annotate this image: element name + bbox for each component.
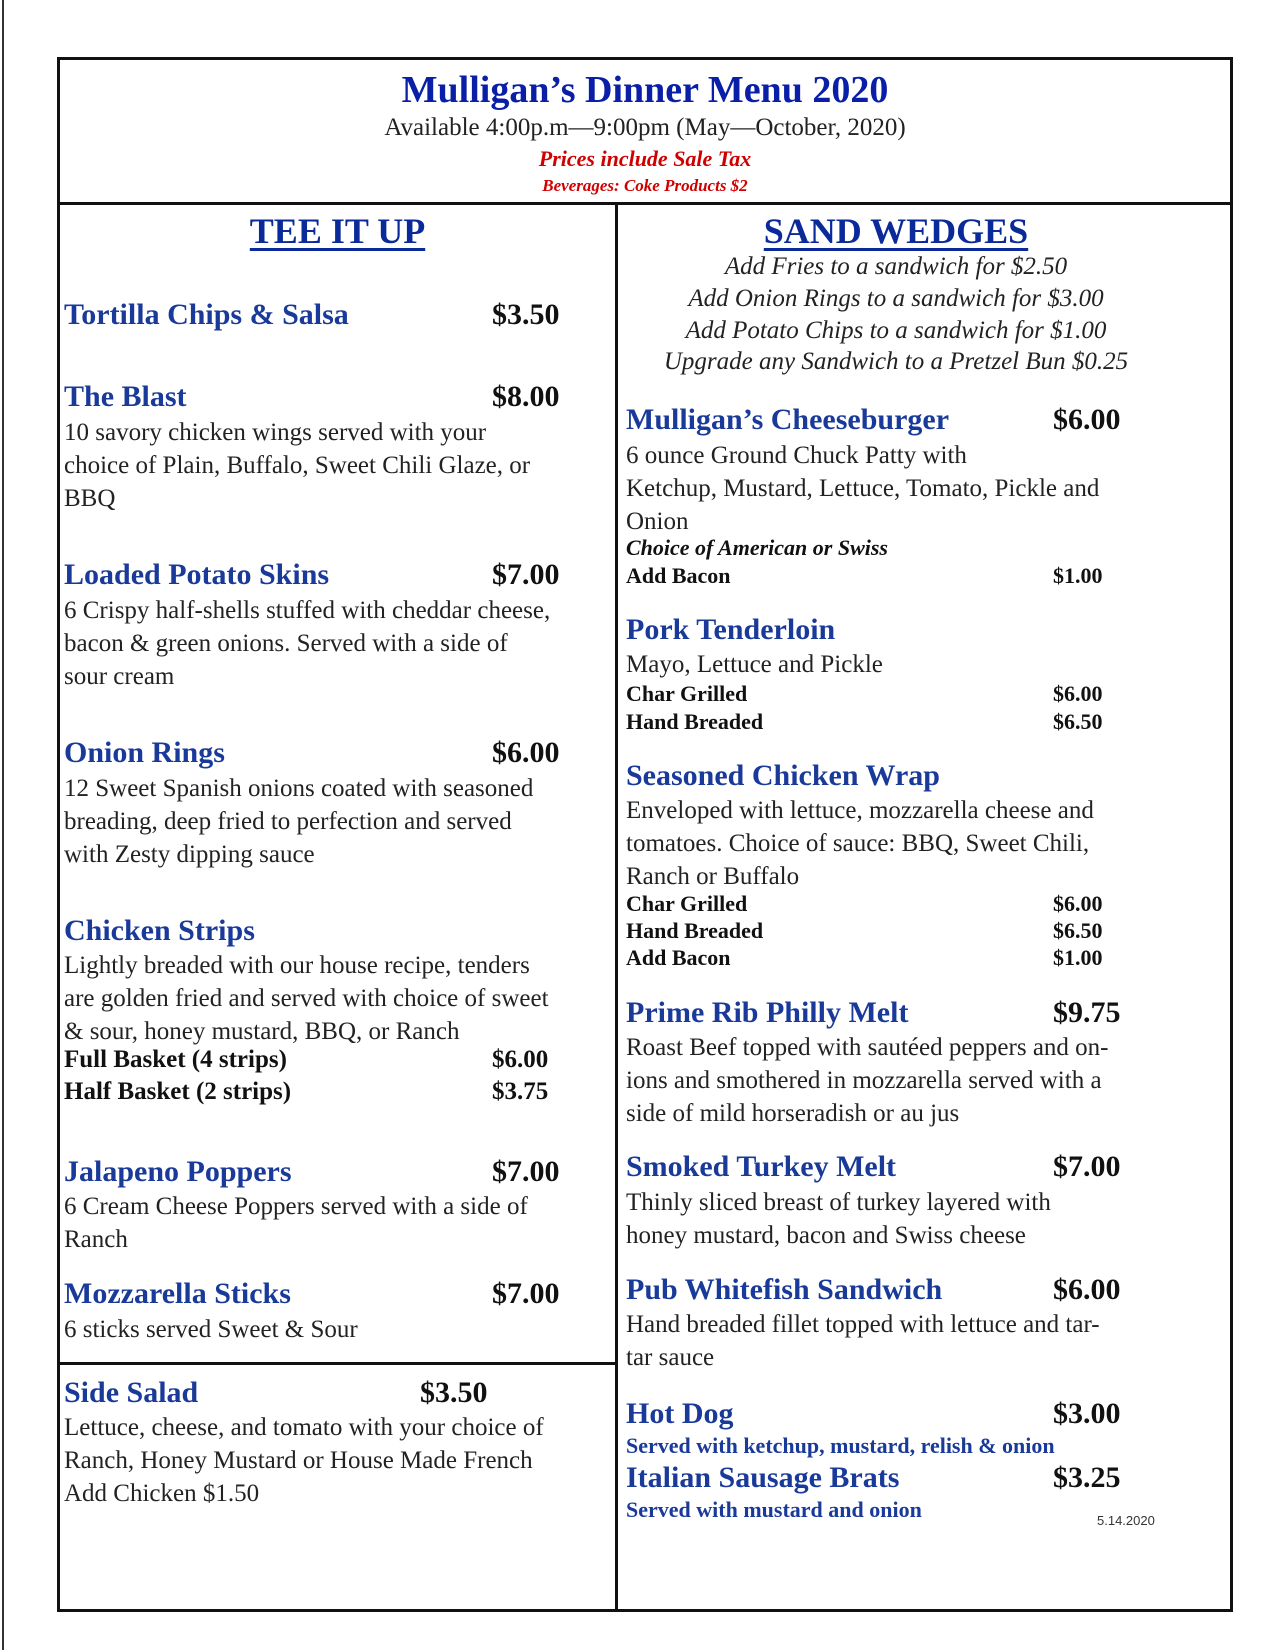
revision-date: 5.14.2020: [1097, 1513, 1155, 1528]
addon-line: Add Potato Chips to a sandwich for $1.00: [685, 317, 1107, 344]
option-label: Hand Breaded: [626, 709, 764, 734]
desc-line: sour cream: [64, 663, 175, 690]
tee-it-up-heading: TEE IT UP: [249, 211, 426, 251]
option-label: Char Grilled: [626, 681, 748, 706]
desc-line: Roast Beef topped with sautéed peppers and on-: [626, 1034, 1109, 1061]
desc-line: Hand breaded fillet topped with lettuce and tar-: [626, 1311, 1100, 1338]
desc-line: side of mild horseradish or au jus: [626, 1100, 960, 1127]
option-price: $6.50: [1053, 918, 1103, 943]
desc-line: Ketchup, Mustard, Lettuce, Tomato, Pickle and: [626, 475, 1100, 502]
desc-line: 12 Sweet Spanish onions coated with seasoned: [64, 775, 534, 802]
item-price: $3.50: [492, 298, 560, 331]
desc-line: 6 Cream Cheese Poppers served with a side of: [64, 1193, 528, 1220]
item-price: $7.00: [492, 558, 560, 591]
option-price: $3.75: [492, 1078, 549, 1105]
page-edge: [2, 0, 4, 1650]
item-name: Hot Dog: [626, 1397, 734, 1430]
option-price: $6.00: [1053, 681, 1103, 706]
item-name: Loaded Potato Skins: [64, 558, 330, 591]
cheese-choice: Choice of American or Swiss: [626, 535, 888, 560]
sand-wedges-heading: SAND WEDGES: [763, 211, 1029, 251]
desc-line: with Zesty dipping sauce: [64, 841, 315, 868]
desc-line: Onion: [626, 508, 689, 535]
option-label: Hand Breaded: [626, 918, 764, 943]
item-price: $6.00: [492, 736, 560, 769]
desc-line: Ranch: [64, 1226, 128, 1253]
item-description: [64, 1313, 358, 1346]
item-name: Smoked Turkey Melt: [626, 1150, 897, 1183]
item-price: $3.50: [420, 1376, 488, 1409]
desc-line: 6 sticks served Sweet & Sour: [64, 1316, 358, 1343]
desc-line: Ranch or Buffalo: [626, 863, 800, 890]
item-name: Pub Whitefish Sandwich: [626, 1273, 943, 1306]
desc-line: Mayo, Lettuce and Pickle: [626, 651, 883, 678]
option-price: $1.00: [1053, 945, 1103, 970]
desc-line: Add Chicken $1.50: [64, 1480, 260, 1507]
option-price: $1.00: [1053, 563, 1103, 588]
desc-line: Lightly breaded with our house recipe, tenders: [64, 952, 530, 979]
availability-text: Available 4:00p.m—9:00pm (May—October, 2020): [384, 114, 906, 141]
item-description: [64, 1190, 528, 1256]
desc-line: Thinly sliced breast of turkey layered with: [626, 1189, 1051, 1216]
beverage-note: Beverages: Coke Products $2: [542, 176, 748, 195]
option-label: Add Bacon: [626, 945, 731, 970]
item-description: [626, 439, 1099, 538]
item-description: [64, 1411, 544, 1510]
desc-line: are golden fried and served with choice of sweet: [64, 985, 549, 1012]
desc-line: honey mustard, bacon and Swiss cheese: [626, 1222, 1026, 1249]
option-label: Half Basket (2 strips): [64, 1078, 292, 1105]
item-name: Onion Rings: [64, 736, 225, 769]
desc-line: Ranch, Honey Mustard or House Made French: [64, 1447, 533, 1474]
desc-line: 6 Crispy half-shells stuffed with cheddar cheese,: [64, 597, 551, 624]
item-name: Mulligan’s Cheeseburger: [626, 403, 950, 436]
item-name: Tortilla Chips & Salsa: [64, 298, 349, 331]
addon-line: Add Onion Rings to a sandwich for $3.00: [688, 285, 1104, 312]
header-divider: [57, 202, 1233, 205]
option-label: Char Grilled: [626, 891, 748, 916]
item-description: [626, 1031, 1109, 1130]
item-name: Pork Tenderloin: [626, 613, 836, 646]
item-name: Jalapeno Poppers: [64, 1155, 292, 1188]
item-note: Served with mustard and onion: [626, 1497, 922, 1522]
salad-divider: [57, 1362, 617, 1365]
desc-line: Lettuce, cheese, and tomato with your choice of: [64, 1414, 544, 1441]
item-description: [626, 648, 883, 681]
item-description: [64, 949, 549, 1048]
option-label: Add Bacon: [626, 563, 731, 588]
item-description: [626, 794, 1094, 893]
item-description: [626, 1186, 1051, 1252]
item-description: [64, 416, 530, 515]
option-label: Full Basket (4 strips): [64, 1046, 287, 1073]
item-price: $3.25: [1053, 1461, 1121, 1494]
column-divider: [615, 202, 618, 1612]
item-name: Chicken Strips: [64, 914, 255, 947]
option-price: $6.00: [1053, 891, 1103, 916]
item-price: $6.00: [1053, 1273, 1121, 1306]
item-price: $7.00: [492, 1155, 560, 1188]
tax-note: Prices include Sale Tax: [538, 146, 752, 171]
item-price: $7.00: [1053, 1150, 1121, 1183]
desc-line: Enveloped with lettuce, mozzarella cheese and: [626, 797, 1094, 824]
item-name: Seasoned Chicken Wrap: [626, 759, 940, 792]
desc-line: 6 ounce Ground Chuck Patty with: [626, 442, 967, 469]
desc-line: bacon & green onions. Served with a side of: [64, 630, 508, 657]
addon-line: Add Fries to a sandwich for $2.50: [724, 253, 1068, 280]
item-price: $6.00: [1053, 403, 1121, 436]
desc-line: ions and smothered in mozzarella served with a: [626, 1067, 1102, 1094]
option-price: $6.00: [492, 1046, 549, 1073]
item-price: $9.75: [1053, 996, 1121, 1029]
item-description: [64, 594, 550, 693]
desc-line: & sour, honey mustard, BBQ, or Ranch: [64, 1018, 460, 1045]
item-name: Mozzarella Sticks: [64, 1277, 291, 1310]
item-name: Prime Rib Philly Melt: [626, 996, 909, 1029]
item-price: $7.00: [492, 1277, 560, 1310]
desc-line: 10 savory chicken wings served with your: [64, 419, 487, 446]
desc-line: breading, deep fried to perfection and served: [64, 808, 512, 835]
item-name: Side Salad: [64, 1376, 199, 1409]
item-name: Italian Sausage Brats: [626, 1461, 900, 1494]
item-description: [626, 1308, 1100, 1374]
item-description: [64, 772, 533, 871]
desc-line: tar sauce: [626, 1344, 715, 1371]
desc-line: tomatoes. Choice of sauce: BBQ, Sweet Chili,: [626, 830, 1090, 857]
item-price: $8.00: [492, 380, 560, 413]
desc-line: choice of Plain, Buffalo, Sweet Chili Glaze, or: [64, 452, 531, 479]
item-note: Served with ketchup, mustard, relish & onion: [626, 1433, 1055, 1458]
menu-title: Mulligan’s Dinner Menu 2020: [401, 69, 889, 111]
item-name: The Blast: [64, 380, 187, 413]
desc-line: BBQ: [64, 485, 116, 512]
item-price: $3.00: [1053, 1397, 1121, 1430]
addon-line: Upgrade any Sandwich to a Pretzel Bun $0.25: [663, 348, 1129, 375]
option-price: $6.50: [1053, 709, 1103, 734]
